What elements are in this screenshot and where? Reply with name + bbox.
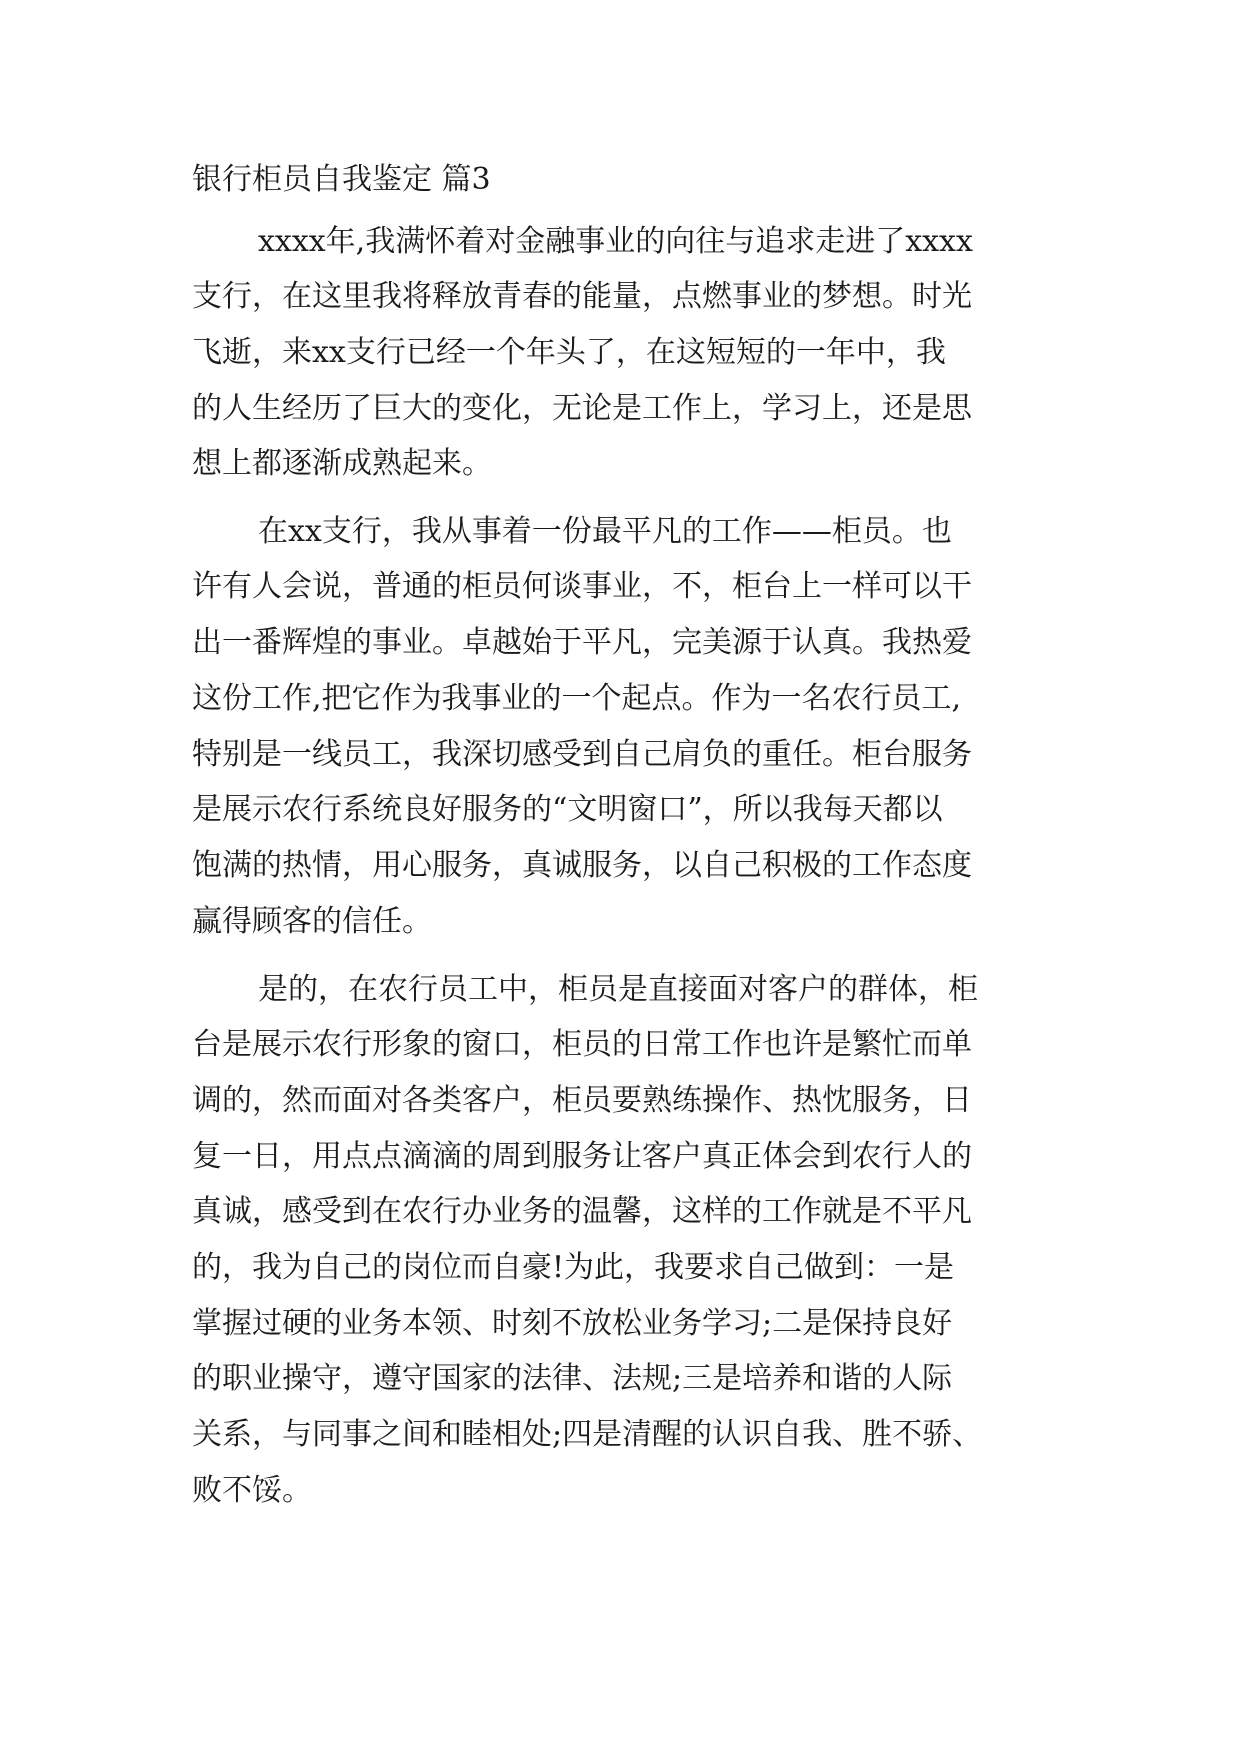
paragraph-line: 调的，然而面对各类客户，柜员要熟练操作、热忱服务，日 bbox=[192, 1083, 972, 1118]
paragraph-line: xxxx年,我满怀着对金融事业的向往与追求走进了xxxx bbox=[258, 224, 973, 259]
paragraph-line: 是的，在农行员工中，柜员是直接面对客户的群体，柜 bbox=[258, 972, 978, 1007]
paragraph-line: 关系，与同事之间和睦相处;四是清醒的认识自我、胜不骄、 bbox=[192, 1417, 983, 1452]
paragraph-line: 出一番辉煌的事业。卓越始于平凡，完美源于认真。我热爱 bbox=[192, 625, 972, 660]
paragraph-line: 饱满的热情，用心服务，真诚服务，以自己积极的工作态度 bbox=[192, 848, 972, 883]
paragraph-line: 飞逝，来xx支行已经一个年头了，在这短短的一年中，我 bbox=[192, 335, 946, 370]
paragraph-line: 支行，在这里我将释放青春的能量，点燃事业的梦想。时光 bbox=[192, 279, 972, 314]
paragraph-line: 是展示农行系统良好服务的“文明窗口”，所以我每天都以 bbox=[192, 792, 943, 827]
paragraph-line: 赢得顾客的信任。 bbox=[192, 904, 432, 939]
paragraph-line: 的职业操守，遵守国家的法律、法规;三是培养和谐的人际 bbox=[192, 1361, 953, 1396]
paragraph-line: 在xx支行，我从事着一份最平凡的工作——柜员。也 bbox=[258, 514, 952, 549]
paragraph-line: 的人生经历了巨大的变化，无论是工作上，学习上，还是思 bbox=[192, 391, 972, 426]
paragraph-line: 真诚，感受到在农行办业务的温馨，这样的工作就是不平凡 bbox=[192, 1194, 972, 1229]
paragraph-line: 败不馁。 bbox=[192, 1473, 312, 1508]
paragraph-line: 许有人会说，普通的柜员何谈事业，不，柜台上一样可以干 bbox=[192, 569, 972, 604]
paragraph-line: 掌握过硬的业务本领、时刻不放松业务学习;二是保持良好 bbox=[192, 1306, 953, 1341]
paragraph-line: 想上都逐渐成熟起来。 bbox=[192, 446, 492, 481]
paragraph-line: 台是展示农行形象的窗口，柜员的日常工作也许是繁忙而单 bbox=[192, 1027, 972, 1062]
paragraph-line: 这份工作,把它作为我事业的一个起点。作为一名农行员工, bbox=[192, 681, 962, 716]
paragraph-line: 复一日，用点点滴滴的周到服务让客户真正体会到农行人的 bbox=[192, 1139, 972, 1174]
paragraph-line: 的，我为自己的岗位而自豪!为此，我要求自己做到：一是 bbox=[192, 1250, 955, 1285]
document-title: 银行柜员自我鉴定 篇3 bbox=[192, 162, 491, 197]
paragraph-line: 特别是一线员工，我深切感受到自己肩负的重任。柜台服务 bbox=[192, 737, 972, 772]
